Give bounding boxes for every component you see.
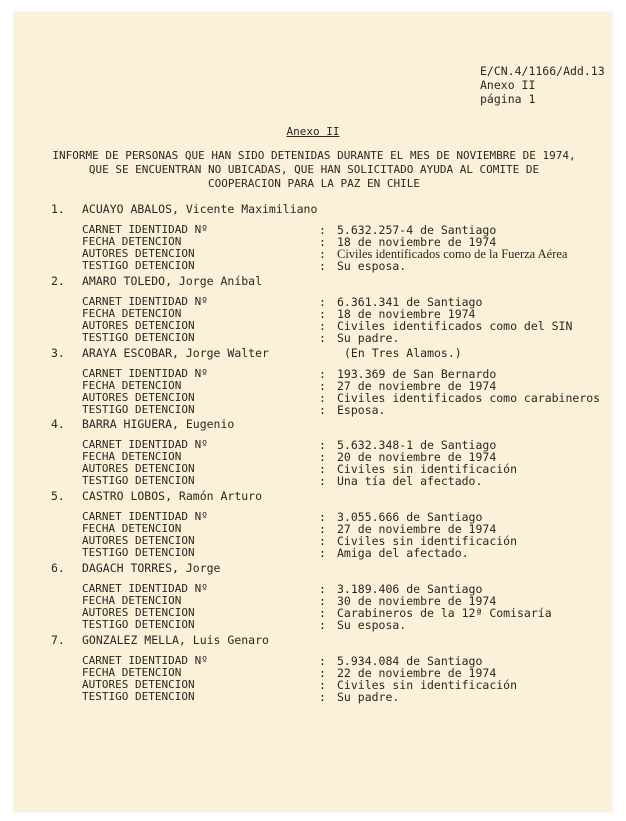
field-value: Civiles sin identificación (337, 462, 518, 476)
field-value: Su padre. (337, 331, 400, 345)
field-colon: : (319, 379, 326, 393)
entry-number: 4. (51, 417, 65, 431)
field-value: 5.632.257-4 de Santiago (337, 223, 497, 237)
field-label: CARNET IDENTIDAD Nº (82, 295, 208, 308)
field-colon: : (319, 331, 326, 345)
field-value: 6.361.341 de Santiago (337, 295, 483, 309)
field-colon: : (319, 438, 326, 452)
field-label: CARNET IDENTIDAD Nº (82, 582, 208, 595)
field-colon: : (319, 594, 326, 608)
field-row-testigo (14, 474, 612, 486)
field-value: 5.934.084 de Santiago (337, 654, 483, 668)
field-row-fecha (14, 594, 612, 606)
field-value: 3.189.406 de Santiago (337, 582, 483, 596)
entry-number: 1. (51, 202, 65, 216)
field-label: AUTORES DETENCION (82, 462, 195, 475)
entry-number: 5. (51, 489, 65, 503)
entry-number: 2. (51, 274, 65, 288)
field-value: Esposa. (337, 403, 386, 417)
field-row-autores (14, 247, 612, 259)
field-colon: : (319, 582, 326, 596)
field-colon: : (319, 247, 326, 261)
document-page (14, 12, 612, 812)
field-colon: : (319, 223, 326, 237)
field-colon: : (319, 235, 326, 249)
person-name: BARRA HIGUERA, Eugenio (82, 417, 235, 431)
field-value: 18 de noviembre de 1974 (337, 235, 497, 249)
field-row-fecha (14, 307, 612, 319)
reference-page: página 1 (480, 92, 536, 106)
field-label: TESTIGO DETENCION (82, 690, 195, 703)
field-row-testigo (14, 403, 612, 415)
field-colon: : (319, 307, 326, 321)
field-value: 27 de noviembre de 1974 (337, 522, 497, 536)
field-colon: : (319, 450, 326, 464)
field-value: 18 de noviembre 1974 (337, 307, 476, 321)
field-colon: : (319, 510, 326, 524)
field-row-fecha (14, 450, 612, 462)
field-colon: : (319, 546, 326, 560)
field-value: Su esposa. (337, 618, 407, 632)
field-label: FECHA DETENCION (82, 379, 182, 392)
reference-annex: Anexo II (480, 78, 536, 92)
field-value: Civiles sin identificación (337, 534, 518, 548)
field-value: Civiles identificados como carabineros (337, 391, 601, 405)
field-row-autores (14, 391, 612, 403)
field-label: CARNET IDENTIDAD Nº (82, 438, 208, 451)
document-reference (480, 64, 605, 106)
heading-line: INFORME DE PERSONAS QUE HAN SIDO DETENIDAS DURANTE EL MES DE NOVIEMBRE DE 1974, (52, 149, 576, 162)
field-colon: : (319, 654, 326, 668)
field-row-carnet (14, 223, 612, 235)
field-row-testigo (14, 618, 612, 630)
field-colon: : (319, 666, 326, 680)
field-label: TESTIGO DETENCION (82, 546, 195, 559)
field-row-carnet (14, 438, 612, 450)
field-colon: : (319, 690, 326, 704)
person-name: ACUAYO ABALOS, Vicente Maximiliano (82, 202, 318, 216)
field-label: TESTIGO DETENCION (82, 474, 195, 487)
person-name: ARAYA ESCOBAR, Jorge Walter (82, 346, 269, 360)
field-row-carnet (14, 367, 612, 379)
field-label: FECHA DETENCION (82, 450, 182, 463)
field-label: CARNET IDENTIDAD Nº (82, 223, 208, 236)
field-value: 3.055.666 de Santiago (337, 510, 483, 524)
person-name: CASTRO LOBOS, Ramón Arturo (82, 489, 263, 503)
field-row-carnet (14, 295, 612, 307)
field-row-autores (14, 678, 612, 690)
field-colon: : (319, 534, 326, 548)
person-name: GONZALEZ MELLA, Luis Genaro (82, 633, 269, 647)
field-row-fecha (14, 379, 612, 391)
heading-line: COOPERACION PARA LA PAZ EN CHILE (208, 177, 420, 190)
field-value: Civiles sin identificación (337, 678, 518, 692)
field-label: FECHA DETENCION (82, 522, 182, 535)
field-colon: : (319, 606, 326, 620)
field-row-carnet (14, 510, 612, 522)
field-row-fecha (14, 666, 612, 678)
field-label: TESTIGO DETENCION (82, 618, 195, 631)
field-row-testigo (14, 331, 612, 343)
field-value: Civiles identificados como del SIN (337, 319, 573, 333)
field-colon: : (319, 618, 326, 632)
field-label: AUTORES DETENCION (82, 678, 195, 691)
entry-number: 6. (51, 561, 65, 575)
field-label: AUTORES DETENCION (82, 247, 195, 260)
annex-title: Anexo II (286, 125, 340, 138)
field-value: 20 de noviembre de 1974 (337, 450, 497, 464)
field-row-autores (14, 462, 612, 474)
field-colon: : (319, 522, 326, 536)
field-colon: : (319, 462, 326, 476)
field-row-autores (14, 319, 612, 331)
field-label: TESTIGO DETENCION (82, 331, 195, 344)
entry-number: 7. (51, 633, 65, 647)
field-row-testigo (14, 259, 612, 271)
field-row-autores (14, 606, 612, 618)
field-label: CARNET IDENTIDAD Nº (82, 367, 208, 380)
field-label: AUTORES DETENCION (82, 606, 195, 619)
field-value: 5.632.348-1 de Santiago (337, 438, 497, 452)
field-row-carnet (14, 654, 612, 666)
field-row-testigo (14, 690, 612, 702)
field-row-fecha (14, 522, 612, 534)
field-colon: : (319, 474, 326, 488)
field-value: 30 de noviembre de 1974 (337, 594, 497, 608)
field-colon: : (319, 678, 326, 692)
field-value: Una tía del afectado. (337, 474, 483, 488)
field-colon: : (319, 259, 326, 273)
person-name: AMARO TOLEDO, Jorge Aníbal (82, 274, 263, 288)
field-colon: : (319, 403, 326, 417)
field-label: AUTORES DETENCION (82, 534, 195, 547)
field-value: Civiles identificados como de la Fuerza Aérea (337, 247, 568, 261)
field-label: TESTIGO DETENCION (82, 403, 195, 416)
field-row-carnet (14, 582, 612, 594)
field-label: FECHA DETENCION (82, 666, 182, 679)
field-label: TESTIGO DETENCION (82, 259, 195, 272)
field-label: AUTORES DETENCION (82, 391, 195, 404)
field-value: 22 de noviembre de 1974 (337, 666, 497, 680)
field-label: FECHA DETENCION (82, 594, 182, 607)
field-label: FECHA DETENCION (82, 307, 182, 320)
entry-note: (En Tres Alamos.) (344, 346, 462, 360)
reference-symbol: E/CN.4/1166/Add.13 (480, 64, 605, 78)
field-colon: : (319, 295, 326, 309)
field-row-testigo (14, 546, 612, 558)
field-row-fecha (14, 235, 612, 247)
field-value: 193.369 de San Bernardo (337, 367, 497, 381)
field-label: CARNET IDENTIDAD Nº (82, 654, 208, 667)
entry-number: 3. (51, 346, 65, 360)
field-value: Carabineros de la 12ª Comisaría (337, 606, 552, 620)
field-label: FECHA DETENCION (82, 235, 182, 248)
report-heading (44, 149, 584, 191)
field-value: Su esposa. (337, 259, 407, 273)
field-value: Su padre. (337, 690, 400, 704)
field-colon: : (319, 367, 326, 381)
heading-line: QUE SE ENCUENTRAN NO UBICADAS, QUE HAN SOLICITADO AYUDA AL COMITE DE (88, 163, 540, 176)
field-colon: : (319, 319, 326, 333)
field-label: AUTORES DETENCION (82, 319, 195, 332)
field-value: 27 de noviembre de 1974 (337, 379, 497, 393)
field-value: Amiga del afectado. (337, 546, 469, 560)
field-row-autores (14, 534, 612, 546)
person-name: DAGACH TORRES, Jorge (82, 561, 221, 575)
field-label: CARNET IDENTIDAD Nº (82, 510, 208, 523)
field-colon: : (319, 391, 326, 405)
